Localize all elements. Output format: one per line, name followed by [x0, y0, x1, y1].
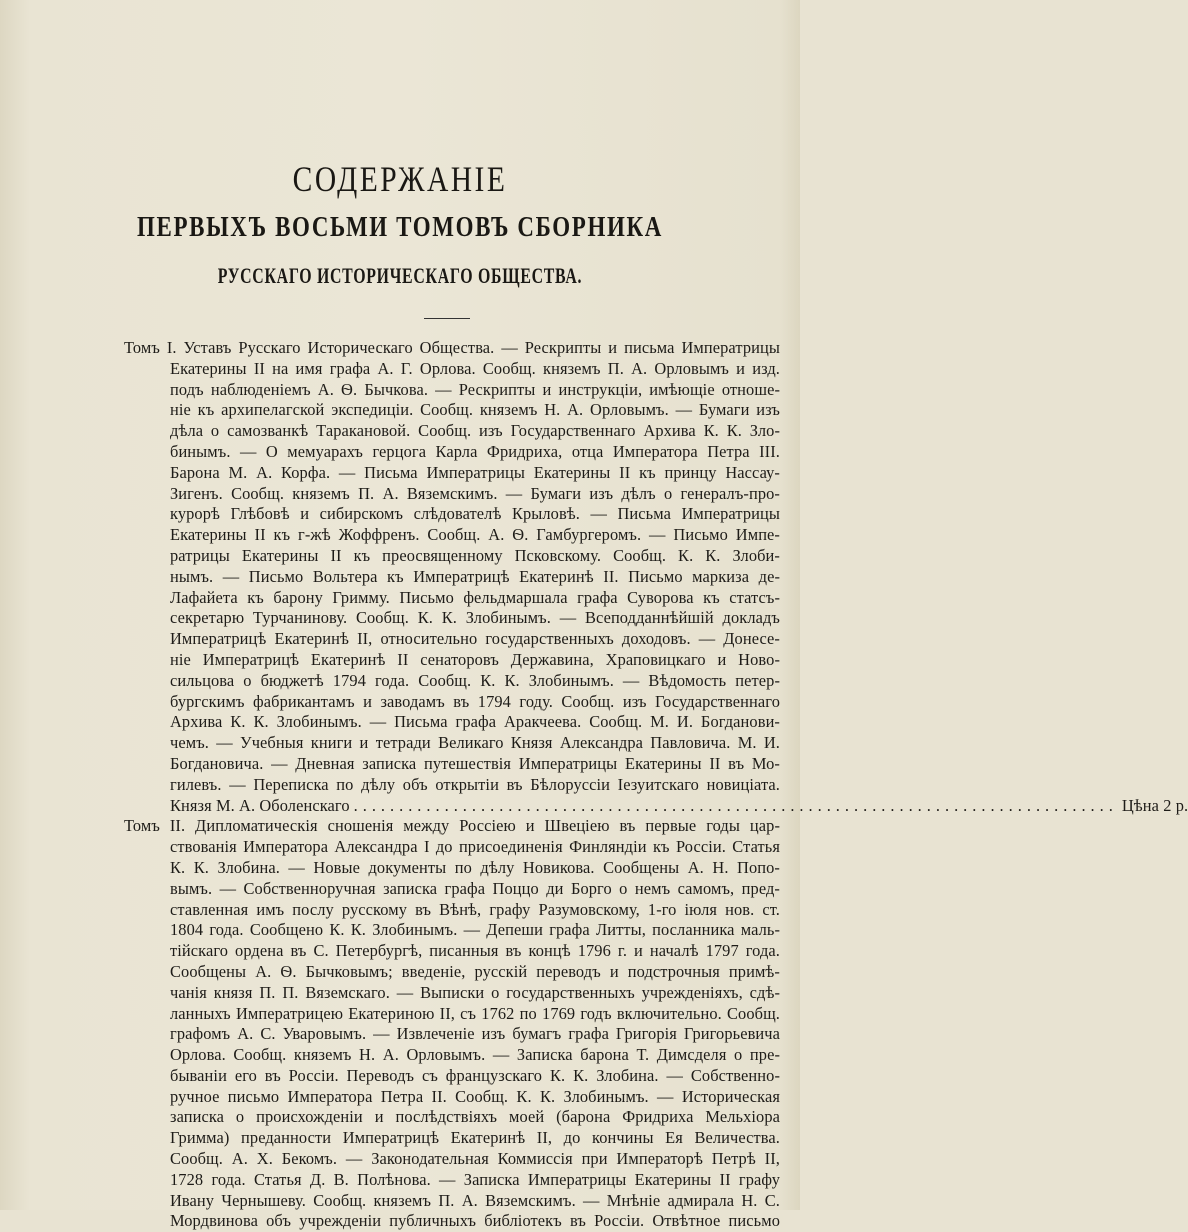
text-line: Богдановича. — Дневная записка путешествія Императрицы Екатерины II въ Мо- — [170, 753, 780, 773]
text-line: бинымъ. — О мемуарахъ герцога Карла Фридриха, отца Императора Петра III. — [170, 441, 780, 461]
text-line: сильцова о бюджетѣ 1794 года. Сообщ. К. К. Злобинымъ. — Вѣдомость петер- — [170, 670, 780, 690]
text-line: бургскимъ фабрикантамъ и заводамъ въ 1794 году. Сообщ. изъ Государственнаго — [170, 691, 780, 711]
volume-2-entry — [124, 816, 780, 1232]
text-line: Орлова. Сообщ. княземъ Н. А. Орловымъ. — Записка барона Т. Димсделя о пре- — [170, 1045, 780, 1065]
text-line: Сообщены А. Ѳ. Бычковымъ; введеніе, русскій переводъ и подстрочныя примѣ- — [170, 961, 780, 981]
text-line: гилевъ. — Переписка по дѣлу объ открытіи въ Бѣлоруссіи Іезуитскаго новиціата. — [170, 774, 780, 794]
text-line: подъ наблюденіемъ А. Ѳ. Бычкова. — Рескрипты и инструкціи, имѣющіе отноше- — [170, 379, 780, 399]
price-label: Цѣна 2 р. — [1121, 795, 1188, 815]
text-line: ніе Императрицѣ Екатеринѣ II сенаторовъ Державина, Храповицкаго и Ново- — [170, 649, 780, 669]
text-line: Екатерины II на имя графа А. Г. Орлова. Сообщ. княземъ П. А. Орловымъ и изд. — [170, 358, 780, 378]
text-line: чанія князя П. П. Вяземскаго. — Выписки о государственныхъ учрежденіяхъ, сдѣ- — [170, 982, 780, 1002]
text-line: Лафайета къ барону Гримму. Письмо фельдмаршала графа Суворова къ статсъ- — [170, 587, 780, 607]
text-line: графомъ А. С. Уваровымъ. — Извлеченіе изъ бумагъ графа Григорія Григорьевича — [170, 1024, 780, 1044]
text-line: 1728 года. Статья Д. В. Полѣнова. — Записка Императрицы Екатерины II графу — [170, 1169, 780, 1189]
text-line: Мордвинова объ учрежденіи публичныхъ библіотекъ въ Россіи. Отвѣтное письмо — [170, 1211, 780, 1231]
volume-1-entry — [124, 338, 1188, 816]
page-subtitle: ПЕРВЫХЪ ВОСЬМИ ТОМОВЪ СБОРНИКА — [137, 212, 663, 243]
text-line: Гримма) преданности Императрицѣ Екатеринѣ II, до кончины Ея Величества. — [170, 1128, 780, 1148]
divider-rule — [424, 318, 470, 319]
page-title: СОДЕРЖАНІЕ — [292, 159, 508, 199]
text-line: Томъ II. Дипломатическія сношенія между Россіею и Швеціею въ первые годы цар- — [124, 816, 780, 836]
text-line: ставленная имъ послу русскому въ Вѣнѣ, графу Разумовскому, 1-го іюля нов. ст. — [170, 899, 780, 919]
text-line: ручное письмо Императора Петра II. Сообщ. К. К. Злобинымъ. — Историческая — [170, 1086, 780, 1106]
text-line: дѣла о самозванкѣ Таракановой. Сообщ. изъ Государственнаго Архива К. К. Зло- — [170, 421, 780, 441]
text-line: курорѣ Глѣбовѣ и сибирскомъ слѣдователѣ Крыловѣ. — Письма Императрицы — [170, 504, 780, 524]
text-line: ланныхъ Императрицею Екатериною II, съ 1762 по 1769 годъ включительно. Сообщ. — [170, 1003, 780, 1023]
text-line: Сообщ. А. Х. Бекомъ. — Законодательная Коммиссія при Императорѣ Петрѣ II, — [170, 1149, 780, 1169]
text-line: Архива К. К. Злобинымъ. — Письма графа Аракчеева. Сообщ. М. И. Богданови- — [170, 712, 780, 732]
text-line: Томъ I. Уставъ Русскаго Историческаго Общества. — Рескрипты и письма Императрицы — [124, 338, 780, 357]
price-line — [124, 795, 1188, 817]
text-line: вымъ. — Собственноручная записка графа Поццо ди Борго о немъ самомъ, пред- — [170, 878, 780, 898]
text-line: чемъ. — Учебныя книги и тетради Великаго Князя Александра Павловича. М. И. — [170, 733, 780, 753]
text-line: Ивану Чернышеву. Сообщ. княземъ П. А. Вяземскимъ. — Мнѣніе адмирала Н. С. — [170, 1190, 780, 1210]
contents-body — [124, 338, 1188, 1232]
price-line-text: Князя М. А. Оболенскаго — [170, 795, 350, 815]
text-line: Зигенъ. Сообщ. княземъ П. А. Вяземскимъ. — Бумаги изъ дѣлъ о генералъ-про- — [170, 483, 780, 503]
text-line: Екатерины II къ г-жѣ Жоффренъ. Сообщ. А. Ѳ. Гамбургеромъ. — Письмо Импе- — [170, 525, 780, 545]
text-line: бываніи его въ Россіи. Переводъ съ французскаго К. К. Злобина. — Собственно- — [170, 1065, 780, 1085]
text-line: секретарю Турчанинову. Сообщ. К. К. Злобинымъ. — Всеподданнѣйшій докладъ — [170, 608, 780, 628]
text-line: К. К. Злобина. — Новые документы по дѣлу Новикова. Сообщены А. Н. Попо- — [170, 857, 780, 877]
text-line: Императрицѣ Екатеринѣ II, относительно государственныхъ доходовъ. — Донесе- — [170, 629, 780, 649]
text-line: тійскаго ордена въ С. Петербургѣ, писанныя въ концѣ 1796 г. и началѣ 1797 года. — [170, 941, 780, 961]
text-line: ствованія Императора Александра I до присоединенія Финляндіи къ Россіи. Статья — [170, 837, 780, 857]
text-line: записка о происхожденіи и послѣдствіяхъ моей (барона Фридриха Мельхіора — [170, 1107, 780, 1127]
text-line: ратрицы Екатерины II къ преосвященному Псковскому. Сообщ. К. К. Злоби- — [170, 545, 780, 565]
text-line: ніе къ архипелагской экспедиціи. Сообщ. княземъ Н. А. Орловымъ. — Бумаги изъ — [170, 400, 780, 420]
text-line: Барона М. А. Корфа. — Письма Императрицы Екатерины II къ принцу Нассау- — [170, 462, 780, 482]
text-line: 1804 года. Сообщено К. К. Злобинымъ. — Депеши графа Литты, посланника маль- — [170, 920, 780, 940]
text-line: нымъ. — Письмо Вольтера къ Императрицѣ Екатеринѣ II. Письмо маркиза де- — [170, 566, 780, 586]
page-subsubtitle: РУССКАГО ИСТОРИЧЕСКАГО ОБЩЕСТВА. — [217, 263, 583, 288]
leader-dots: .................................................................................... — [353, 795, 1118, 815]
